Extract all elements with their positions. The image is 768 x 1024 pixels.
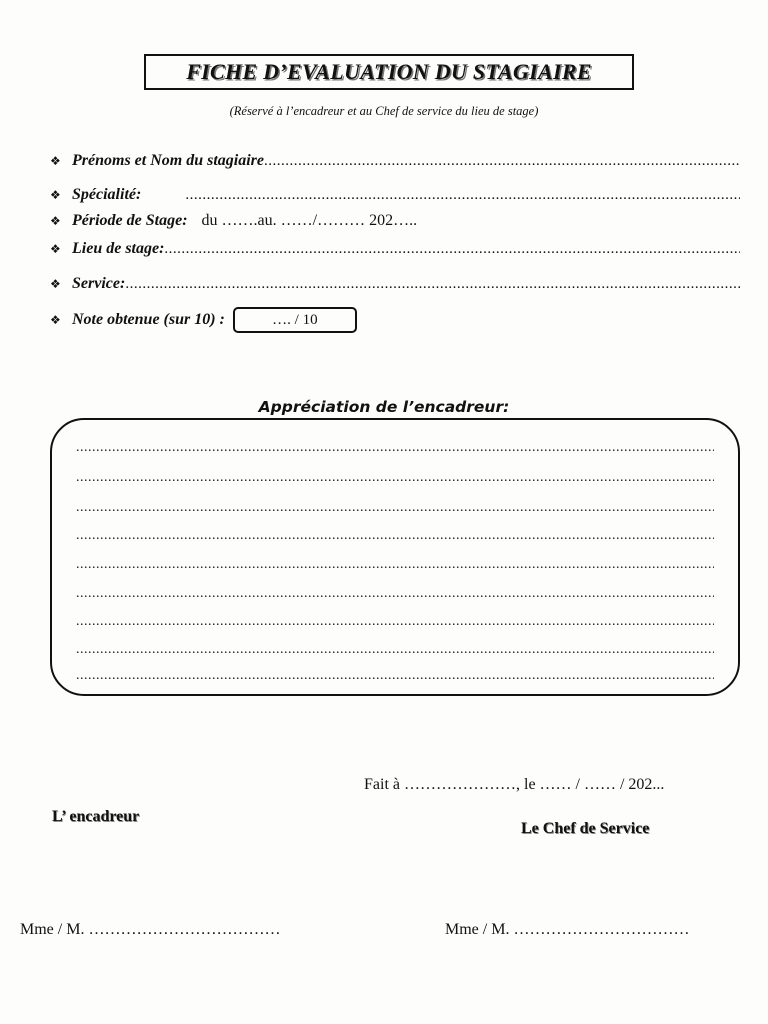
appreciation-line[interactable] xyxy=(76,668,714,684)
field-service-input-line[interactable] xyxy=(125,276,740,293)
field-periode-value[interactable]: du …….au. ……/……… 202….. xyxy=(201,212,418,229)
field-lieu-input-line[interactable] xyxy=(164,241,740,258)
field-specialite-input-line[interactable] xyxy=(185,187,740,204)
appreciation-line[interactable] xyxy=(76,642,714,658)
field-service xyxy=(50,275,740,297)
diamond-bullet-icon: ❖ xyxy=(50,188,61,202)
encadreur-label: L’ encadreur xyxy=(52,808,140,825)
field-service-label: Service: xyxy=(72,275,126,292)
field-lieu xyxy=(50,240,740,262)
signature-chef[interactable]: Mme / M. …………………………… xyxy=(445,921,690,938)
field-specialite xyxy=(50,186,740,208)
field-nom-input-line[interactable] xyxy=(264,153,740,170)
diamond-bullet-icon: ❖ xyxy=(50,277,61,291)
field-periode xyxy=(50,212,740,234)
field-note-label: Note obtenue (sur 10) : xyxy=(72,311,225,328)
appreciation-line[interactable] xyxy=(76,586,714,602)
page-subtitle: (Réservé à l’encadreur et au Chef de service du lieu de stage) xyxy=(229,104,539,118)
title-box xyxy=(144,54,634,90)
chef-service-label: Le Chef de Service xyxy=(521,820,650,837)
field-note xyxy=(50,304,740,336)
note-input-box[interactable]: …. / 10 xyxy=(233,307,357,333)
appreciation-line[interactable] xyxy=(76,440,714,456)
field-nom xyxy=(50,152,740,174)
appreciation-line[interactable] xyxy=(76,614,714,630)
field-lieu-label: Lieu de stage: xyxy=(72,240,165,257)
appreciation-line[interactable] xyxy=(76,557,714,573)
field-nom-label: Prénoms et Nom du stagiaire xyxy=(72,152,265,169)
diamond-bullet-icon: ❖ xyxy=(50,242,61,256)
appreciation-title: Appréciation de l’encadreur: xyxy=(258,398,510,416)
fait-a-line[interactable]: Fait à …………………, le …… / …… / 202... xyxy=(364,776,665,793)
field-specialite-label: Spécialité: xyxy=(72,186,142,203)
signature-encadreur[interactable]: Mme / M. ……………………………… xyxy=(20,921,281,938)
appreciation-line[interactable] xyxy=(76,528,714,544)
page-title: FICHE D’EVALUATION DU STAGIAIRE xyxy=(186,59,592,84)
field-periode-label: Période de Stage: xyxy=(72,212,188,229)
appreciation-line[interactable] xyxy=(76,500,714,516)
appreciation-box[interactable] xyxy=(50,418,740,696)
diamond-bullet-icon: ❖ xyxy=(50,313,61,327)
diamond-bullet-icon: ❖ xyxy=(50,154,61,168)
diamond-bullet-icon: ❖ xyxy=(50,214,61,228)
appreciation-line[interactable] xyxy=(76,470,714,486)
